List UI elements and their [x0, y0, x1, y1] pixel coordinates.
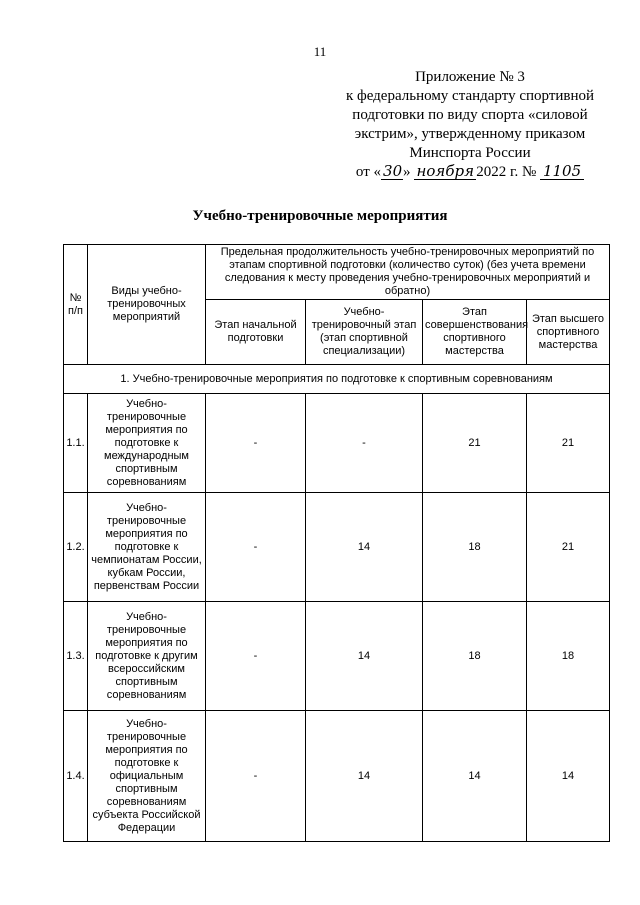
- training-events-table: [63, 244, 610, 842]
- appendix-line: к федеральному стандарту спортивной: [345, 88, 595, 104]
- row-value: 18: [423, 493, 527, 602]
- section-title: 1. Учебно-тренировочные мероприятия по подготовке к спортивным соревнованиям: [64, 365, 610, 394]
- table-row: [64, 394, 610, 493]
- header-stage: Этап высшего спортивного мастерства: [527, 300, 610, 365]
- row-value: 14: [527, 711, 610, 842]
- handwritten-order-number: 1105: [540, 163, 584, 180]
- table-header-row: [64, 245, 610, 300]
- date-mid: »: [403, 164, 411, 180]
- row-value: 18: [527, 602, 610, 711]
- row-value: 21: [527, 394, 610, 493]
- header-duration-group: Предельная продолжительность учебно-тренировочных мероприятий по этапам спортивной подготовки (количество суток) (без учета времени следования к месту проведения учебно-тренировочных мероприятий и обратно): [206, 245, 610, 300]
- section-row: [64, 365, 610, 394]
- handwritten-day: 30: [383, 162, 403, 180]
- row-value: -: [206, 711, 306, 842]
- row-value: 14: [423, 711, 527, 842]
- table-row: [64, 602, 610, 711]
- row-event-name: Учебно-тренировочные мероприятия по подготовке к официальным спортивным соревнованиям субъекта Российской Федерации: [88, 711, 206, 842]
- row-value: -: [206, 394, 306, 493]
- appendix-line: Приложение № 3: [415, 69, 525, 85]
- row-value: -: [306, 394, 423, 493]
- row-value: 14: [306, 493, 423, 602]
- row-value: 14: [306, 711, 423, 842]
- row-num: 1.4.: [64, 711, 88, 842]
- row-value: 14: [306, 602, 423, 711]
- order-date-line: [330, 163, 610, 182]
- appendix-line: подготовки по виду спорта «силовой: [352, 107, 588, 123]
- row-value: 21: [527, 493, 610, 602]
- row-value: 21: [423, 394, 527, 493]
- header-event-type: Виды учебно-тренировочных мероприятий: [88, 245, 206, 365]
- date-prefix: от «: [355, 164, 382, 180]
- document-title: Учебно-тренировочные мероприятия: [192, 208, 448, 224]
- table-row: [64, 493, 610, 602]
- table-row: [64, 711, 610, 842]
- row-value: -: [206, 493, 306, 602]
- header-num: № п/п: [64, 245, 88, 365]
- row-event-name: Учебно-тренировочные мероприятия по подготовке к другим всероссийским спортивным соревнованиям: [88, 602, 206, 711]
- row-event-name: Учебно-тренировочные мероприятия по подготовке к международным спортивным соревнованиям: [88, 394, 206, 493]
- row-event-name: Учебно-тренировочные мероприятия по подготовке к чемпионатам России, кубкам России, первенствам России: [88, 493, 206, 602]
- header-stage: Учебно-тренировочный этап (этап спортивной специализации): [306, 300, 423, 365]
- row-num: 1.1.: [64, 394, 88, 493]
- row-num: 1.3.: [64, 602, 88, 711]
- header-stage: Этап начальной подготовки: [206, 300, 306, 365]
- row-value: -: [206, 602, 306, 711]
- appendix-header: [330, 68, 610, 182]
- row-value: 18: [423, 602, 527, 711]
- appendix-line: экстрим», утвержденному приказом: [354, 126, 586, 142]
- date-year: 2022 г. №: [476, 164, 537, 180]
- header-stage: Этап совершенствования спортивного мастерства: [423, 300, 527, 365]
- appendix-line: Минспорта России: [409, 145, 531, 161]
- handwritten-month: ноября: [414, 163, 476, 180]
- page-number: 11: [313, 44, 327, 59]
- row-num: 1.2.: [64, 493, 88, 602]
